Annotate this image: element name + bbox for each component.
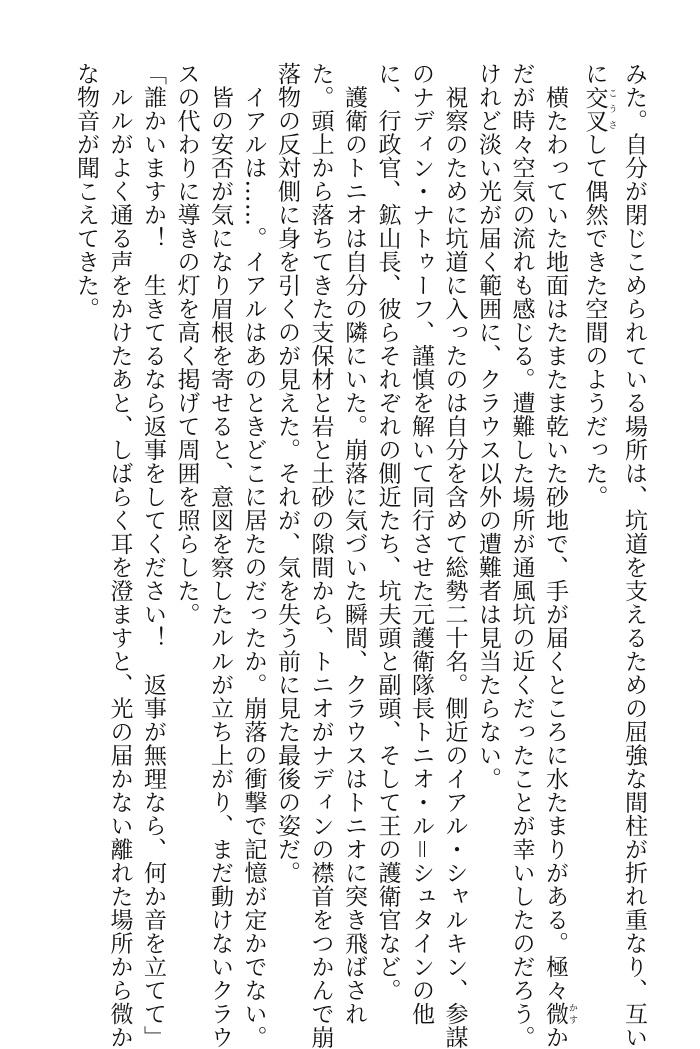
- ruby-reading: こうさ: [607, 86, 617, 133]
- text-line: 落物の反対側に身を引くのが見えた。それが、気を失う前に見た最後の姿だ。: [270, 62, 304, 962]
- text-line: 皆の安否が気になり眉根を寄せると、意図を察したルルが立ち上がり、まだ動けないクラウ: [203, 62, 237, 962]
- text-line: 「誰かいますか！ 生きてるなら返事をしてください！ 返事が無理なら、何か音を立てて」: [136, 62, 170, 962]
- ruby-annotated-word: [542, 1002, 568, 1026]
- text-line: みた。自分が閉じこめられている場所は、坑道を支えるための屈強な間柱が折れ重なり、互い: [617, 62, 651, 962]
- text-line: [577, 62, 617, 962]
- text-line: た。頭上から落ちてきた支保材と岩と土砂の隙間から、トニオがナディンの襟首をつかんで崩: [303, 62, 337, 962]
- text-line: 横たわっていた地面はたまたま乾いた砂地で、手が届くところに水たまりがある。極々微 かすか: [538, 62, 578, 962]
- ruby-annotated-word: [582, 86, 608, 133]
- ruby-reading: かす: [567, 1002, 577, 1026]
- text-segment: して偶然できた空間のようだった。: [582, 133, 608, 509]
- text-line: に、行政官、鉱山長、彼らそれぞれの側近たち、坑夫頭と副頭、そして王の護衛官など。: [370, 62, 404, 962]
- text-segment: か: [542, 1026, 568, 1049]
- ruby-base: 交叉: [582, 86, 608, 133]
- vertical-text-body: [69, 62, 651, 962]
- text-line: 護衛のトニオは自分の隣にいた。崩落に気づいた瞬間、クラウスはトニオに突き飛ばされ: [337, 62, 371, 962]
- text-line: ルルがよく通る声をかけたあと、しばらく耳を澄ますと、光の届かない離れた場所から微か: [102, 62, 136, 962]
- text-line: イアルは……。イアルはあのときどこに居たのだったか。崩落の衝撃で記憶が定かでない。: [236, 62, 270, 962]
- text-line: 視察のために坑道に入ったのは自分を含めて総勢二十名。側近のイアル・シャルキン、参謀: [437, 62, 471, 962]
- text-segment: に: [582, 62, 608, 86]
- text-line: な物音が聞こえてきた。: [69, 62, 103, 962]
- text-line: スの代わりに導きの灯を高く掲げて周囲を照らした。: [169, 62, 203, 962]
- ruby-base: 微: [542, 1002, 568, 1026]
- text-line: だが時々空気の流れも感じる。遭難した場所が通風坑の近くだったことが幸いしたのだろう。: [504, 62, 538, 962]
- text-line: のナディン・ナトゥーフ、謹慎を解いて同行させた元護衛隊長トニオ・ル＝シュタインの他: [404, 62, 438, 962]
- text-line: けれど淡い光が届く範囲に、クラウス以外の遭難者は見当たらない。: [471, 62, 505, 962]
